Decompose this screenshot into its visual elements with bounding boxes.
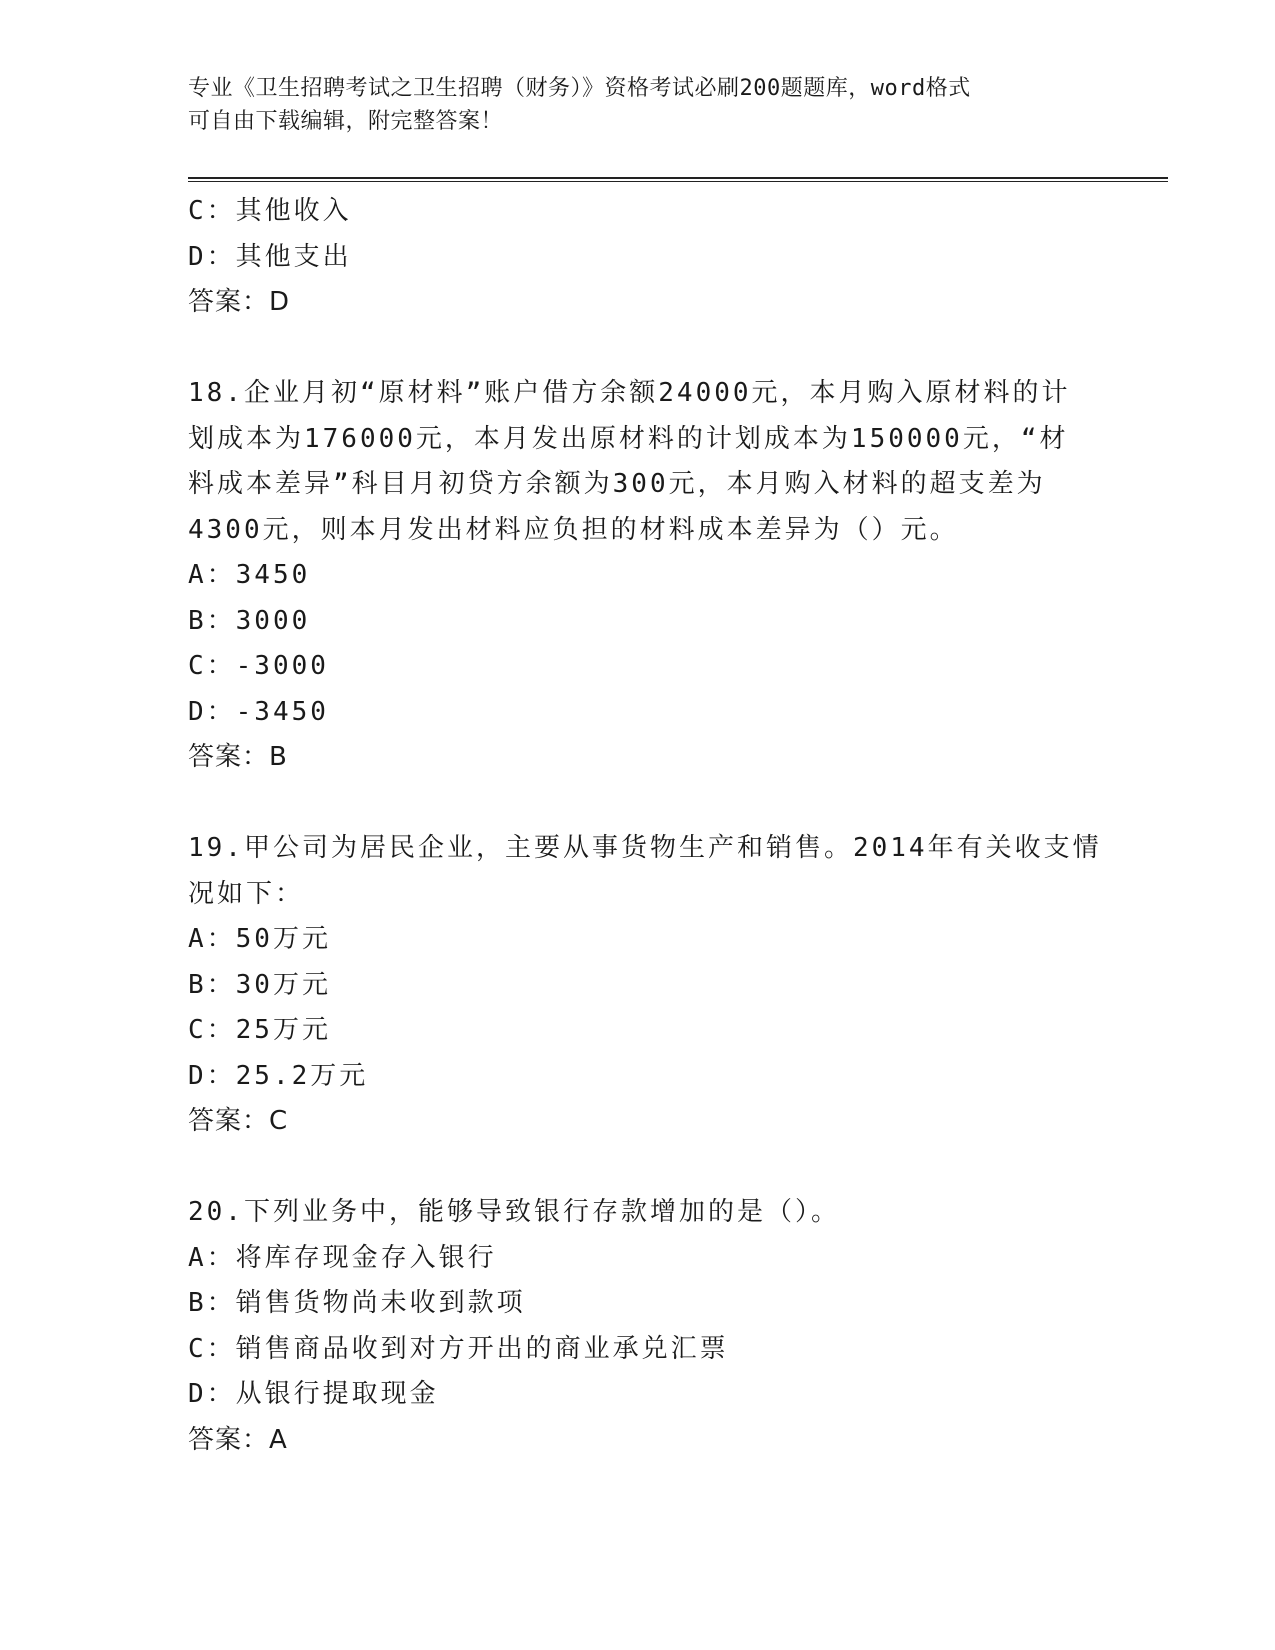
document-page [188, 0, 1168, 1650]
option-d: D：25.2万元 [188, 1060, 369, 1091]
question-stem-line: 况如下： [188, 878, 305, 909]
question-stem-line: 20.下列业务中，能够导致银行存款增加的是（）。 [188, 1197, 840, 1227]
option-b: B：3000 [188, 605, 311, 636]
option-d: D：其他支出 [188, 241, 352, 272]
question-18 [188, 371, 1168, 781]
option-c: C：25万元 [188, 1015, 331, 1045]
header-title-line-1: 专业《卫生招聘考试之卫生招聘（财务）》资格考试必刷200题题库，word格式 [188, 76, 971, 101]
answer-label: 答案：D [188, 287, 291, 317]
spacer [188, 781, 1168, 827]
answer-label: 答案：C [188, 1106, 289, 1136]
option-d: D：从银行提取现金 [188, 1379, 439, 1409]
option-b: B：销售货物尚未收到款项 [188, 1288, 526, 1318]
option-c: C：销售商品收到对方开出的商业承兑汇票 [188, 1333, 729, 1364]
option-b: B：30万元 [188, 969, 331, 1000]
header-title-line-2: 可自由下载编辑，附完整答案！ [188, 109, 504, 134]
answer-label: 答案：A [188, 1424, 288, 1455]
option-a: A：将库存现金存入银行 [188, 1242, 497, 1273]
page-header [188, 72, 1088, 138]
answer-label: 答案：B [188, 742, 288, 772]
question-17-tail [188, 189, 1168, 326]
question-19 [188, 826, 1168, 1145]
spacer [188, 326, 1168, 372]
question-list [188, 189, 1168, 1463]
question-stem-line: 料成本差异”科目月初贷方余额为300元，本月购入材料的超支差为 [188, 469, 1046, 499]
spacer [188, 1145, 1168, 1191]
question-stem-line: 19.甲公司为居民企业，主要从事货物生产和销售。2014年有关收支情 [188, 833, 1102, 863]
header-divider [188, 177, 1168, 182]
question-stem-line: 18.企业月初“原材料”账户借方余额24000元，本月购入原材料的计 [188, 378, 1071, 408]
question-stem-line: 4300元，则本月发出材料应负担的材料成本差异为（）元。 [188, 514, 959, 545]
option-c: C：其他收入 [188, 196, 352, 226]
option-c: C：-3000 [188, 651, 329, 681]
option-a: A：3450 [188, 560, 311, 590]
question-stem-line: 划成本为176000元，本月发出原材料的计划成本为150000元，“材 [188, 423, 1069, 454]
question-20 [188, 1190, 1168, 1463]
option-a: A：50万元 [188, 924, 331, 954]
option-d: D：-3450 [188, 696, 329, 727]
